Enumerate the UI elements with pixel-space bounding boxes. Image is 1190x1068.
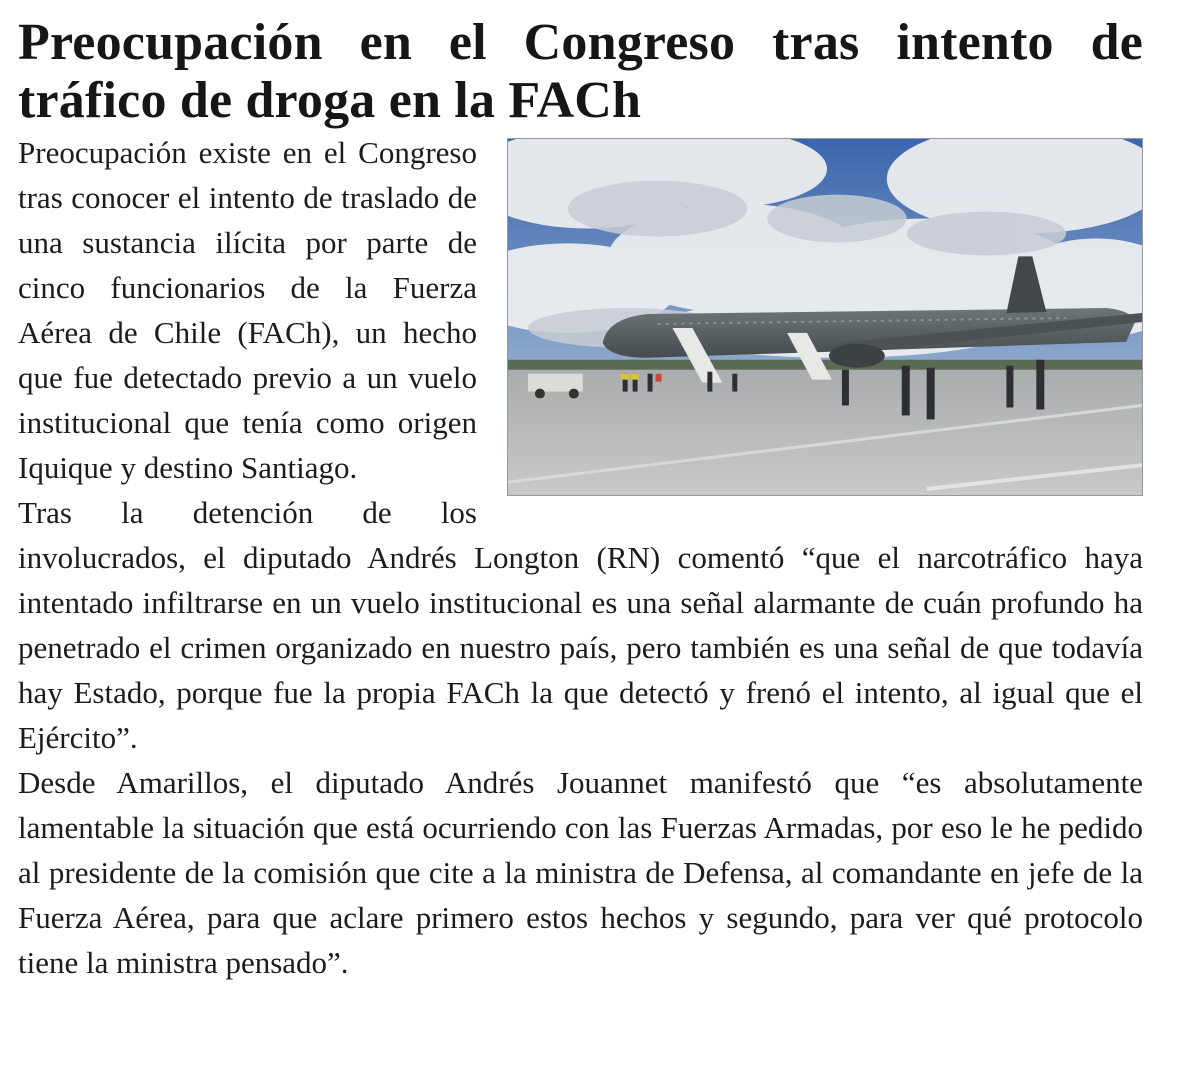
article-body	[18, 130, 1143, 985]
article-paragraph-1: Preocupación existe en el Congreso tras conocer el intento de traslado de una sustancia ilícita por parte de cinco funcionarios de la Fuerza Aérea de Chile (FACh), un hecho que fue detectado previo a un vuelo institucional que tenía como origen Iquique y destino Santiago.	[18, 135, 477, 485]
article-photo	[507, 138, 1143, 496]
article-paragraph-3: Desde Amarillos, el diputado Andrés Jouannet manifestó que “es absolutamente lamentable la situación que está ocurriendo con las Fuerzas Armadas, por eso le he pedido al presidente de la comisión que cite a la ministra de Defensa, al comandante en jefe de la Fuerza Aérea, para que aclare primero estos hechos y segundo, para ver qué protocolo tiene la ministra pensado”.	[18, 765, 1143, 980]
airplane-photo-icon	[508, 139, 1142, 495]
news-article	[18, 14, 1143, 985]
article-paragraph-2: Tras la detención de los involucrados, el diputado Andrés Longton (RN) comentó “que el narcotráfico haya intentado infiltrarse en un vuelo institucional es una señal alarmante de cuán profundo ha penetrado el crimen organizado en nuestro país, pero también es una señal de que todavía hay Estado, porque fue la propia FACh la que detectó y frenó el intento, al igual que el Ejército”.	[18, 495, 1143, 755]
article-headline: Preocupación en el Congreso tras intento de tráfico de droga en la FACh	[18, 14, 1143, 129]
